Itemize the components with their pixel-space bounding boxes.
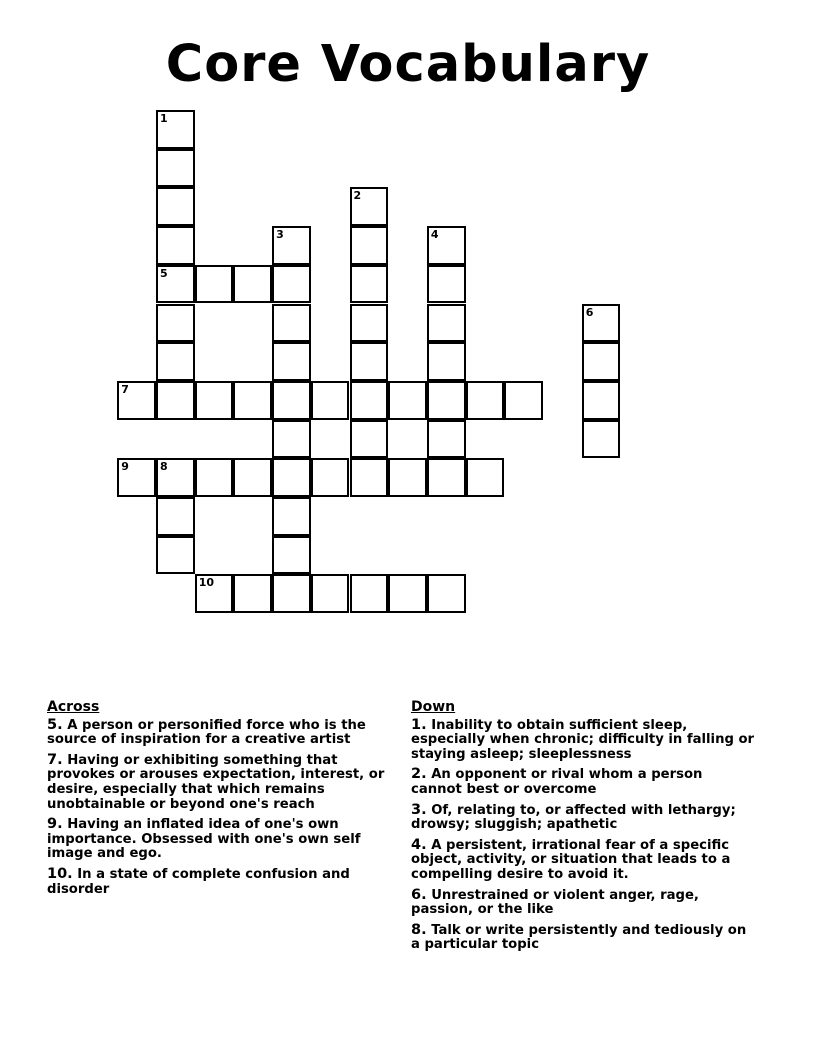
clue-number: 7.: [47, 751, 63, 768]
grid-cell[interactable]: [350, 342, 389, 381]
grid-cell[interactable]: [427, 342, 466, 381]
grid-cell[interactable]: [350, 304, 389, 343]
grid-cell[interactable]: [350, 226, 389, 265]
cell-number: 4: [430, 228, 439, 242]
grid-cell[interactable]: [311, 458, 350, 497]
clue-number: 1.: [411, 716, 427, 733]
cell-number: 9: [121, 460, 129, 474]
clue-text: Of, relating to, or affected with lethargy; drowsy; sluggish; apathetic: [411, 802, 736, 833]
across-clue-5: [47, 718, 387, 748]
grid-cell[interactable]: [195, 574, 234, 613]
grid-cell[interactable]: [427, 304, 466, 343]
grid-cell[interactable]: [350, 574, 389, 613]
grid-cell[interactable]: [117, 458, 156, 497]
down-clues: [411, 700, 756, 958]
grid-cell[interactable]: [388, 458, 427, 497]
grid-cell[interactable]: [156, 381, 195, 420]
clue-number: 2.: [411, 766, 427, 783]
clue-number: 8.: [411, 921, 427, 938]
cell-number: 5: [160, 266, 168, 280]
clue-number: 9.: [47, 816, 63, 833]
grid-cell[interactable]: [582, 420, 621, 459]
down-clue-1: [411, 718, 756, 763]
clue-text: Unrestrained or violent anger, rage, passion, or the like: [411, 887, 699, 918]
clue-text: A persistent, irrational fear of a specific object, activity, or situation that leads to a compelling desire to avoid it.: [411, 837, 731, 882]
clue-text: Inability to obtain sufficient sleep, especially when chronic; difficulty in falling or staying asleep; sleeplessness: [411, 717, 755, 762]
grid-cell[interactable]: [156, 304, 195, 343]
grid-cell[interactable]: [582, 304, 621, 343]
across-clues: [47, 700, 387, 902]
grid-cell[interactable]: [195, 458, 234, 497]
page-title: Core Vocabulary: [165, 35, 651, 94]
grid-cell[interactable]: [272, 420, 311, 459]
across-heading: Across: [47, 699, 100, 715]
grid-cell[interactable]: [504, 381, 543, 420]
grid-cell[interactable]: [272, 342, 311, 381]
grid-cell[interactable]: [156, 110, 195, 149]
grid-cell[interactable]: [311, 574, 350, 613]
grid-cell[interactable]: [427, 420, 466, 459]
down-clue-6: [411, 888, 756, 918]
clue-text: A person or personified force who is the source of inspiration for a creative artist: [47, 717, 366, 748]
grid-cell[interactable]: [311, 381, 350, 420]
grid-cell[interactable]: [272, 381, 311, 420]
grid-cell[interactable]: [388, 574, 427, 613]
grid-cell[interactable]: [427, 574, 466, 613]
cell-number: 8: [160, 460, 168, 474]
grid-cell[interactable]: [272, 304, 311, 343]
grid-cell[interactable]: [156, 497, 195, 536]
clue-number: 4.: [411, 836, 427, 853]
across-clue-10: [47, 867, 387, 897]
grid-cell[interactable]: [272, 536, 311, 575]
grid-cell[interactable]: [195, 265, 234, 304]
across-clue-7: [47, 753, 387, 812]
grid-cell[interactable]: [233, 458, 272, 497]
grid-cell[interactable]: [156, 536, 195, 575]
clue-number: 10.: [47, 865, 73, 882]
grid-cell[interactable]: [350, 187, 389, 226]
clue-text: In a state of complete confusion and disorder: [47, 866, 350, 897]
down-clue-2: [411, 767, 756, 797]
cell-number: 3: [276, 228, 284, 242]
grid-cell[interactable]: [156, 149, 195, 188]
grid-cell[interactable]: [582, 381, 621, 420]
grid-cell[interactable]: [233, 265, 272, 304]
cell-number: 2: [353, 189, 362, 203]
clue-text: Having an inflated idea of one's own importance. Obsessed with one's own self image and ego.: [47, 817, 361, 862]
clue-number: 6.: [411, 886, 427, 903]
grid-cell[interactable]: [195, 381, 234, 420]
clue-text: An opponent or rival whom a person cannot best or overcome: [411, 767, 703, 797]
cell-number: 6: [585, 305, 594, 319]
clue-number: 5.: [47, 716, 63, 733]
grid-cell[interactable]: [156, 458, 195, 497]
down-heading: Down: [411, 699, 456, 715]
grid-cell[interactable]: [466, 381, 505, 420]
grid-cell[interactable]: [233, 381, 272, 420]
clue-text: Having or exhibiting something that provokes or arouses expectation, interest, or desire, especially that which remains unobtainable or beyond one's reach: [47, 752, 385, 812]
grid-cell[interactable]: [427, 458, 466, 497]
cell-number: 1: [160, 112, 168, 125]
grid-cell[interactable]: [272, 265, 311, 304]
grid-cell[interactable]: [156, 187, 195, 226]
grid-cell[interactable]: [272, 458, 311, 497]
grid-cell[interactable]: [272, 226, 311, 265]
grid-cell[interactable]: [388, 381, 427, 420]
down-clue-8: [411, 923, 756, 953]
clue-number: 3.: [411, 801, 427, 818]
grid-cell[interactable]: [272, 497, 311, 536]
grid-cell[interactable]: [272, 574, 311, 613]
grid-cell[interactable]: [466, 458, 505, 497]
grid-cell[interactable]: [350, 458, 389, 497]
across-clue-9: [47, 817, 387, 862]
grid-cell[interactable]: [582, 342, 621, 381]
grid-cell[interactable]: [350, 381, 389, 420]
grid-cell[interactable]: [156, 226, 195, 265]
cell-number: 7: [121, 382, 129, 396]
grid-cell[interactable]: [427, 381, 466, 420]
grid-cell[interactable]: [427, 265, 466, 304]
down-clue-3: [411, 803, 756, 833]
grid-cell[interactable]: [427, 226, 466, 265]
grid-cell[interactable]: [117, 381, 156, 420]
grid-cell[interactable]: [350, 265, 389, 304]
grid-cell[interactable]: [156, 265, 195, 304]
clue-text: Talk or write persistently and tediously on a particular topic: [411, 922, 747, 953]
grid-cell[interactable]: [233, 574, 272, 613]
grid-cell[interactable]: [156, 342, 195, 381]
cell-number: 10: [198, 576, 214, 590]
down-clue-4: [411, 838, 756, 883]
grid-cell[interactable]: [350, 420, 389, 459]
